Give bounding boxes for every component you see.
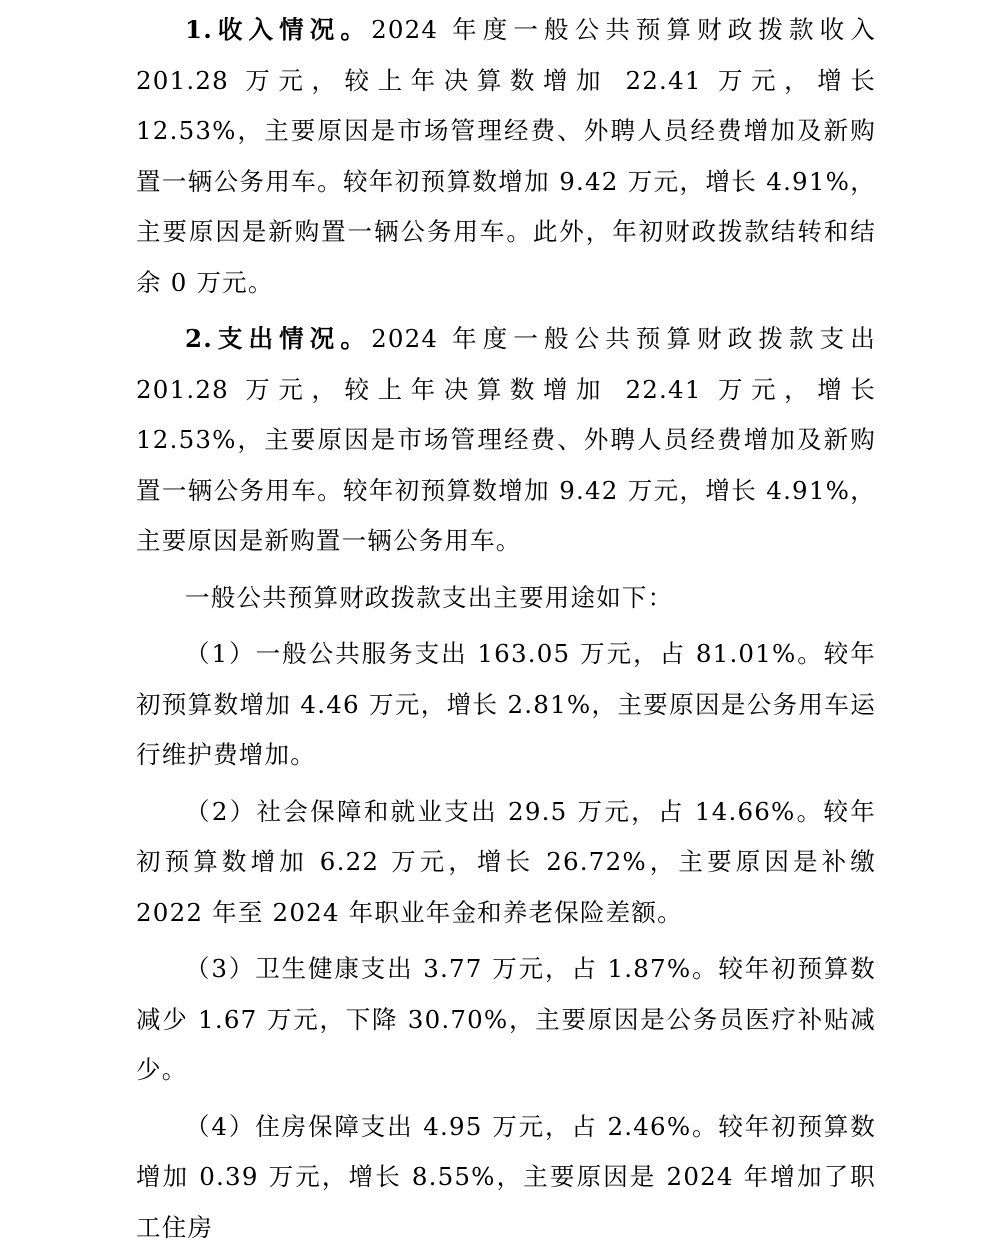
document-body	[136, 5, 876, 1259]
paragraph-text: （2）社会保障和就业支出 29.5 万元，占 14.66%。较年初预算数增加 6.22 万元，增长 26.72%，主要原因是补缴 2022 年至 2024 年职业年金和养老保险差额。	[136, 796, 876, 927]
paragraph-text: （1）一般公共服务支出 163.05 万元，占 81.01%。较年初预算数增加 4.46 万元，增长 2.81%，主要原因是公务用车运行维护费增加。	[136, 639, 876, 769]
paragraph-text: （4）住房保障支出 4.95 万元，占 2.46%。较年初预算数增加 0.39 万元，增长 8.55%，主要原因是 2024 年增加了职工住房	[136, 1111, 876, 1242]
paragraph-text: 一般公共预算财政拨款支出主要用途如下：	[185, 582, 674, 612]
heading-expenditure: 2.支出情况。	[185, 324, 372, 353]
paragraph-income	[136, 5, 876, 308]
paragraph-expenditure	[136, 314, 876, 567]
paragraph-uses-intro	[136, 573, 876, 624]
heading-income: 1.收入情况。	[185, 15, 372, 44]
paragraph-text: （3）卫生健康支出 3.77 万元，占 1.87%。较年初预算数减少 1.67 万元，下降 30.70%，主要原因是公务员医疗补贴减少。	[136, 954, 876, 1084]
paragraph-item-3	[136, 944, 876, 1096]
paragraph-text: 2024 年度一般公共预算财政拨款收入 201.28 万元，较上年决算数增加 22.41 万元，增长 12.53%，主要原因是市场管理经费、外聘人员经费增加及新购置一辆公务用车。较年初预算数增加 9.42 万元，增长 4.91%，主要原因是新购置一辆公务用车。此外，年初财政拨款结转和结余 0 万元。	[136, 15, 877, 297]
paragraph-item-2	[136, 787, 876, 939]
paragraph-item-4	[136, 1102, 876, 1254]
paragraph-item-1	[136, 629, 876, 781]
paragraph-text: 2024 年度一般公共预算财政拨款支出 201.28 万元，较上年决算数增加 22.41 万元，增长 12.53%，主要原因是市场管理经费、外聘人员经费增加及新购置一辆公务用车。较年初预算数增加 9.42 万元，增长 4.91%，主要原因是新购置一辆公务用车。	[136, 324, 877, 555]
